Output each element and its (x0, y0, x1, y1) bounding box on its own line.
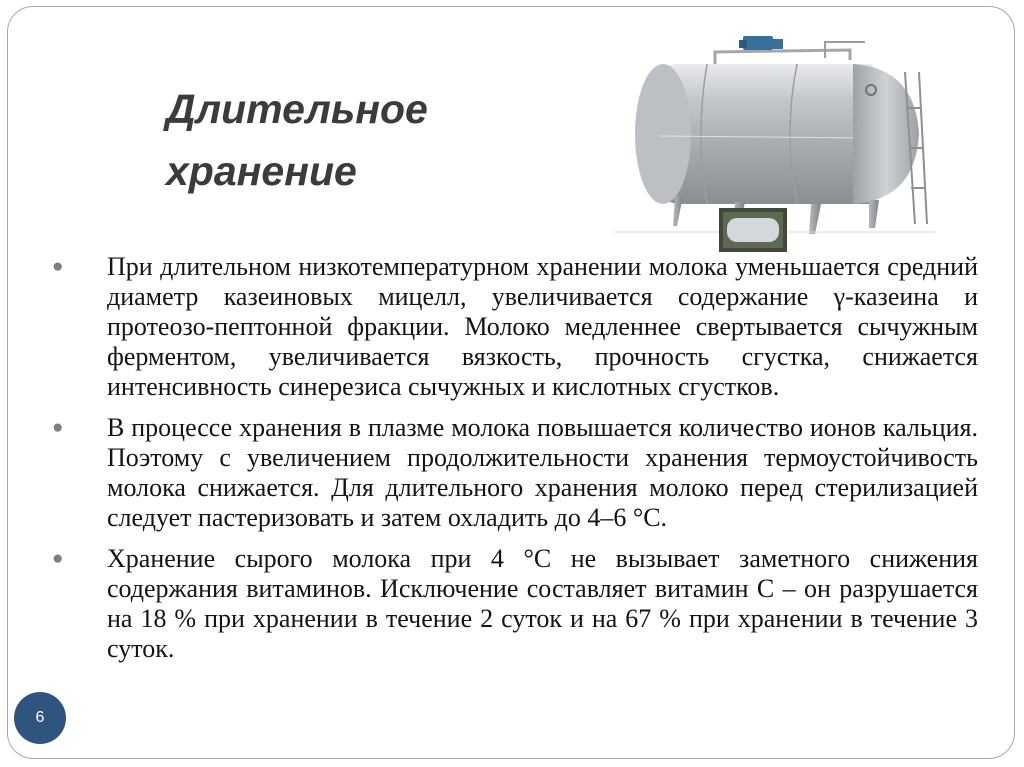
list-item-text: При длительном низкотемпературном хранении молока уменьшается средний диаметр казеиновых мицелл, увеличивается содержание γ-казеина и протеозо-пептонной фракции. Молоко медленнее свертывается сычужным ферментом, увеличивается вязкость, прочность сгустка, снижается интенсивность синерезиса сычужных и кислотных сгустков. (107, 252, 978, 401)
list-item-text: Хранение сырого молока при 4 °С не вызывает заметного снижения содержания витаминов. Исключение составляет витамин С – он разрушается на 18 % при хранении в течение 2 суток и на 67 % при хранении в течение 3 суток. (107, 544, 978, 663)
list-item (52, 413, 978, 533)
list-item (52, 252, 978, 402)
slide-title-line-1: Длительное (166, 86, 428, 132)
slide-title (166, 78, 428, 202)
milk-tank-image (615, 28, 935, 254)
bullet-dot-icon: ● (52, 417, 64, 438)
page-number-badge: 6 (14, 692, 66, 744)
list-item (52, 544, 978, 664)
bullet-list (52, 252, 978, 675)
list-item-text: В процессе хранения в плазме молока повышается количество ионов кальция. Поэтому с увеличением продолжительности хранения термоустойчивость молока снижается. Для длительного хранения молоко перед стерилизацией следует пастеризовать и затем охладить до 4–6 °С. (107, 413, 978, 532)
bullet-dot-icon: ● (52, 256, 64, 277)
bullet-dot-icon: ● (52, 548, 64, 569)
slide-title-line-2: хранение (166, 148, 357, 194)
